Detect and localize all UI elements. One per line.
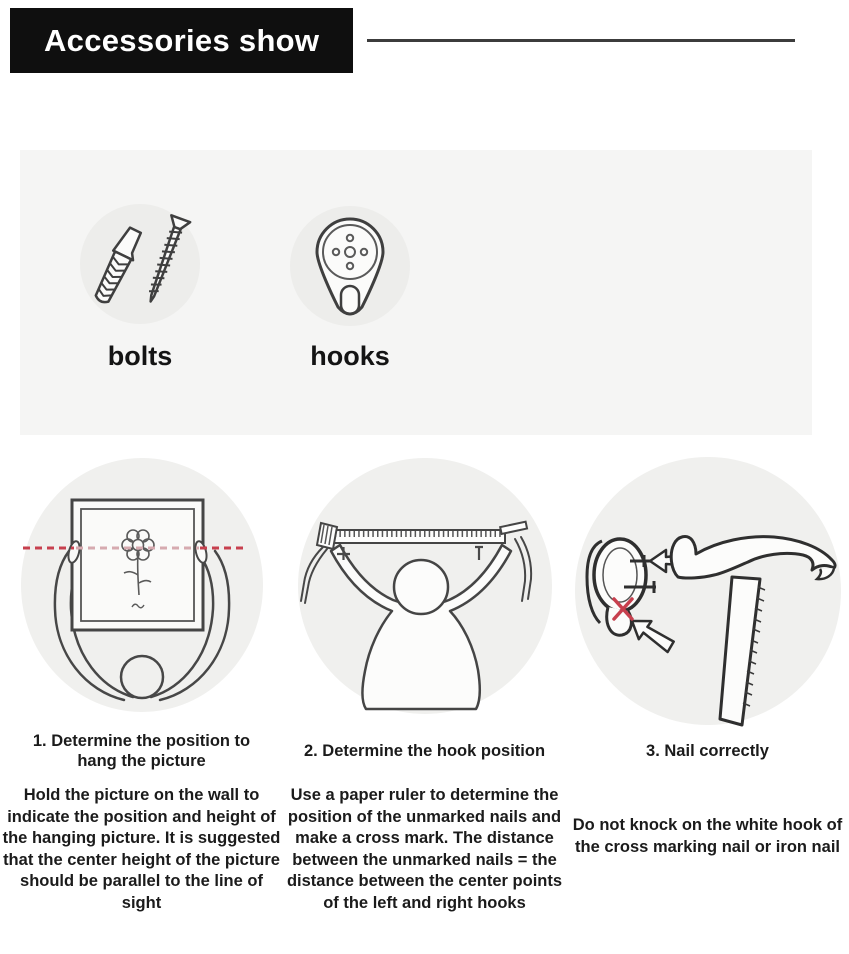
step-2-description: Use a paper ruler to determine the position of the unmarked nails and make a cross mark. The distance between the unmarked nails = the distance between the center points of the left and right hooks [286,786,563,913]
wall-hook-icon [280,200,420,335]
step-1-illustration-box [20,457,264,719]
bolts-label: bolts [107,341,173,371]
instruction-steps [0,457,849,915]
accessories-infographic [0,8,849,915]
anchor-and-screw-icon [70,200,210,335]
section-title: Accessories show [44,22,320,58]
person-head [121,656,163,698]
step-1 [0,457,283,915]
hold-picture-illustration [20,457,264,713]
person-head [394,560,448,614]
step-3 [566,457,849,915]
header-rule [367,39,795,42]
accessories-panel [20,150,812,435]
bolts-figure [70,200,210,372]
step-2-illustration-box [297,457,553,719]
hooks-label: hooks [310,341,390,371]
step-3-illustration-box [574,457,842,719]
step-3-caption: 3. Nail correctly [646,742,769,761]
section-header [10,8,849,73]
step-2-caption: 2. Determine the hook position [303,742,546,761]
step-3-description: Do not knock on the white hook of the cross marking nail or iron nail [572,816,843,856]
step-1-description: Hold the picture on the wall to indicate the position and height of the hanging picture. It is suggested that the center height of the picture should be parallel to the line of sight [2,786,281,913]
hammer-nail-illustration [574,457,842,727]
section-title-banner [10,8,353,73]
paper-ruler-illustration [297,457,553,715]
step-2 [283,457,566,915]
hooks-figure [280,200,420,372]
step-1-caption: 1. Determine the position to hang the picture [32,732,251,770]
